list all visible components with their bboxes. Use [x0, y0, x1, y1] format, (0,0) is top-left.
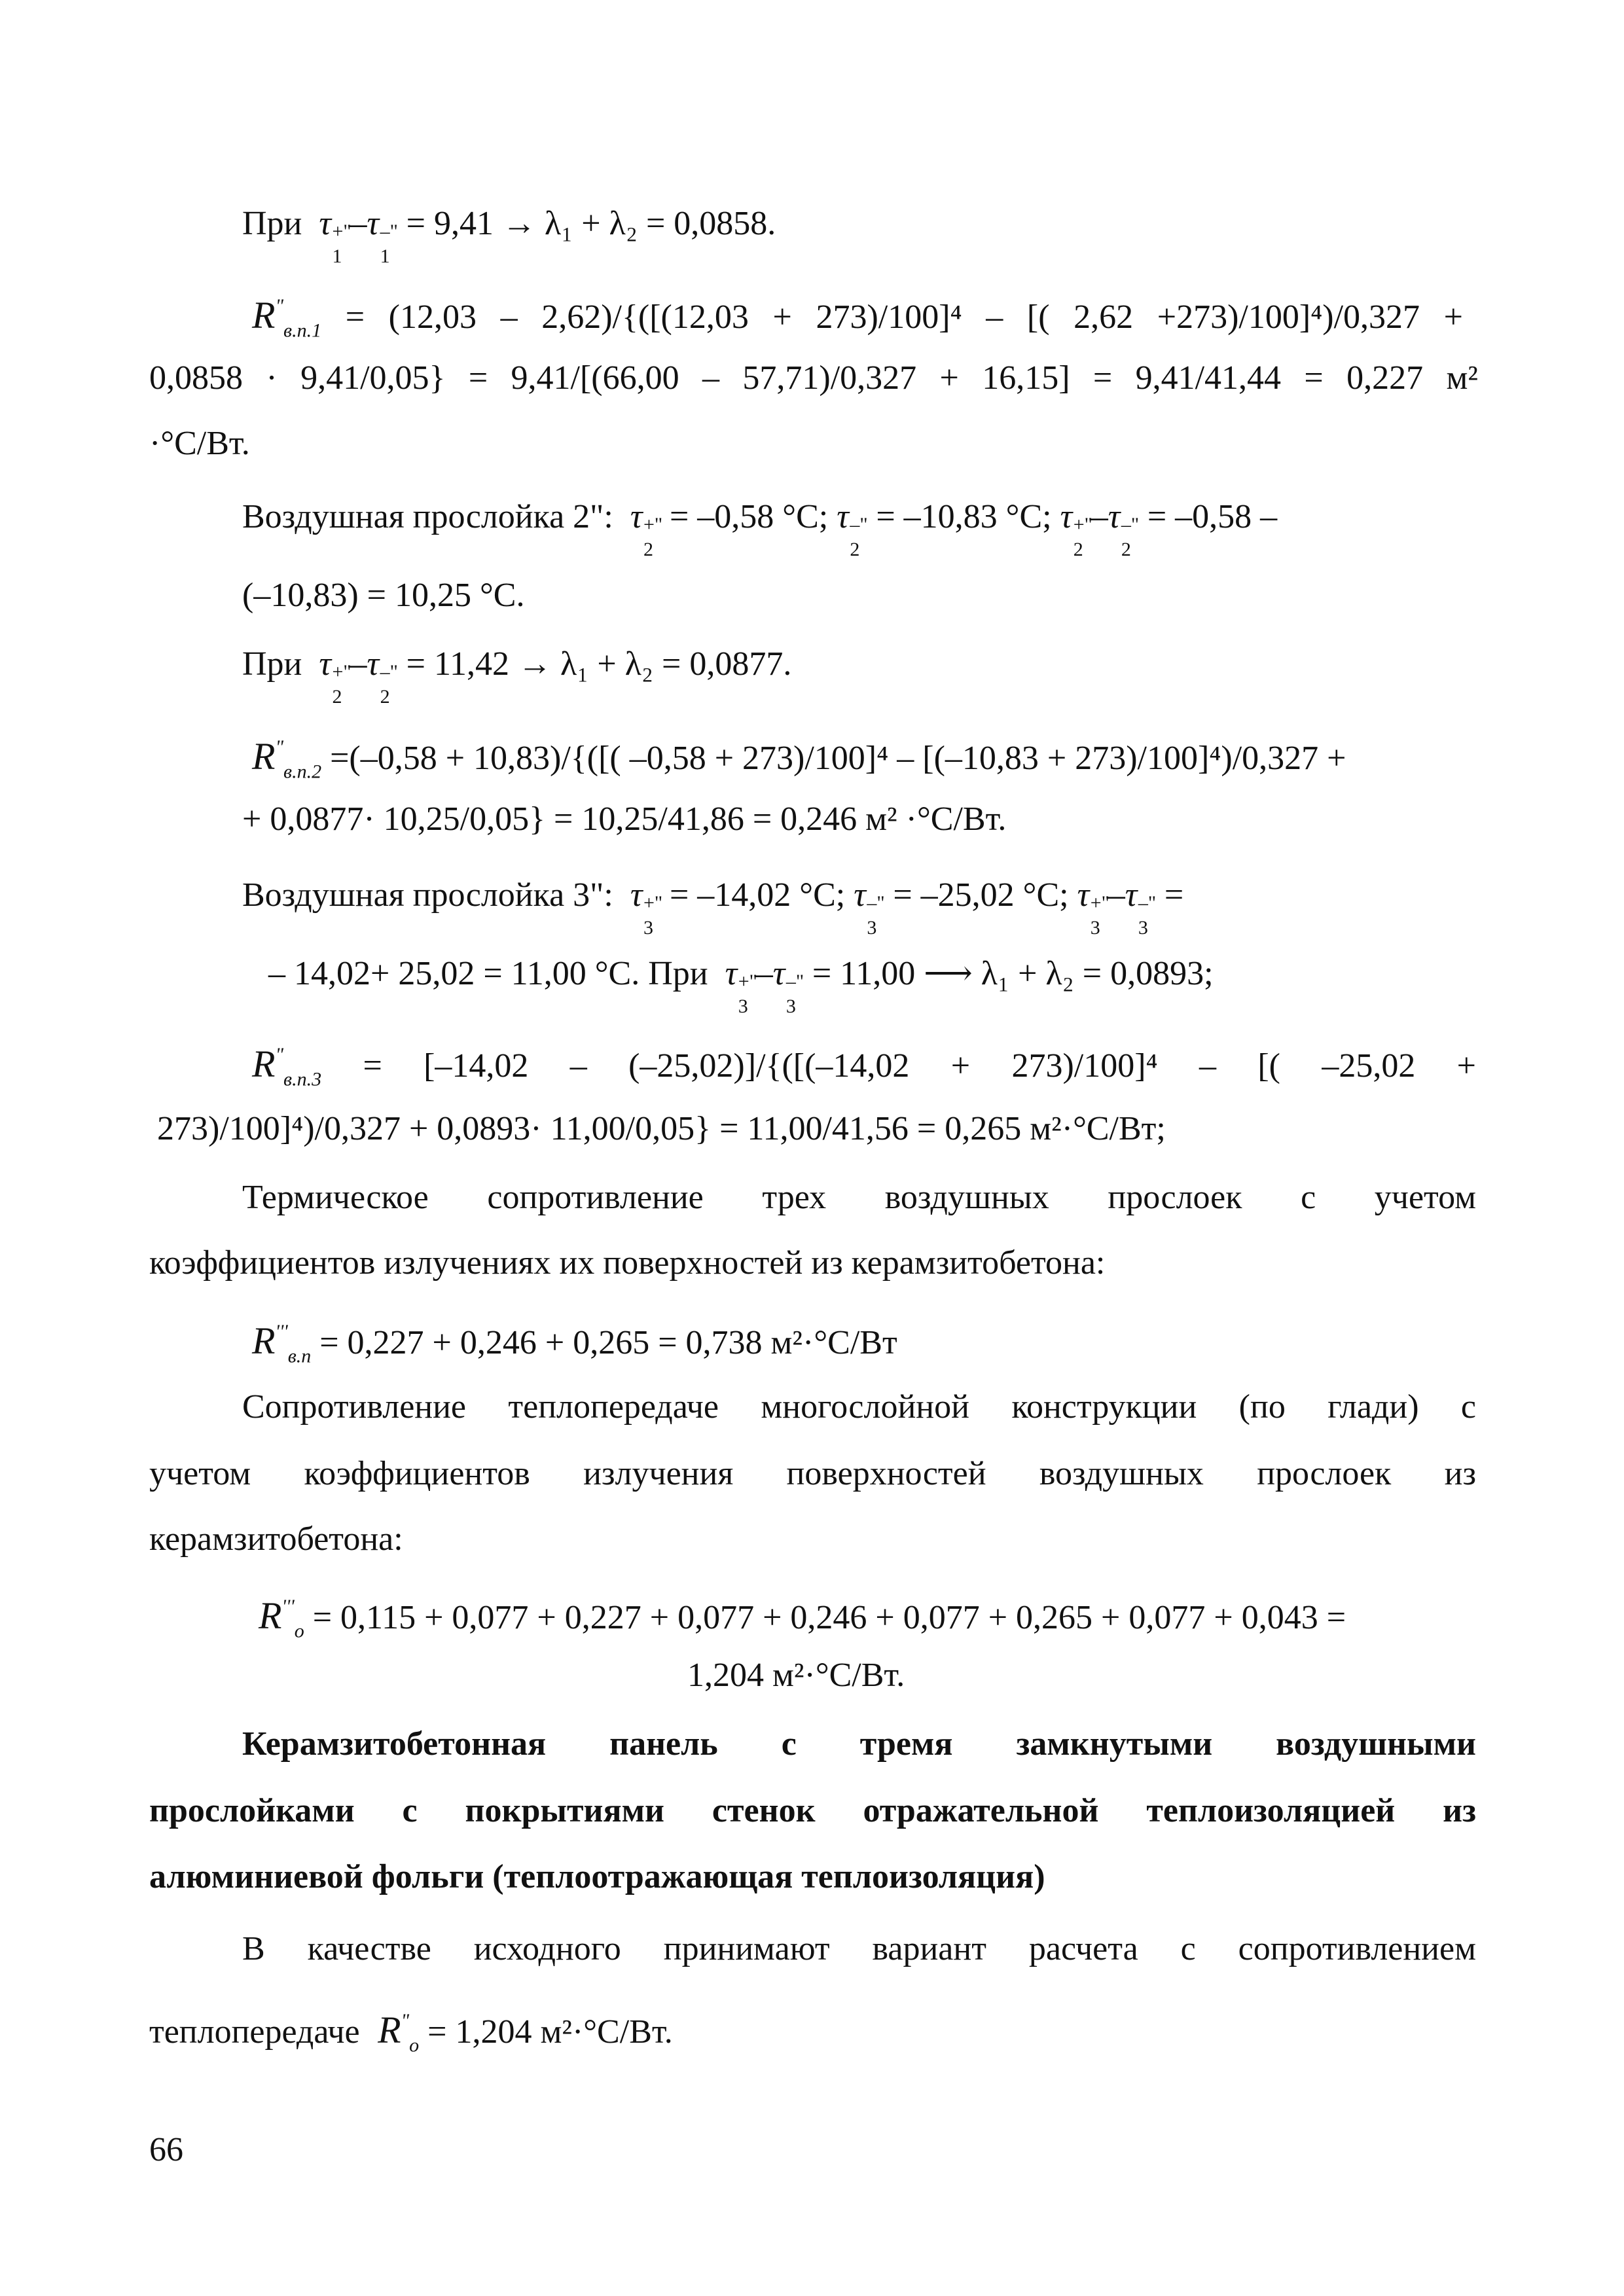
resistance-symbol: $R^"_{в.п.2}$	[252, 735, 322, 783]
tau-symbol: τ +" 3	[716, 955, 757, 1017]
text: = –0,58 –	[1147, 498, 1278, 535]
resistance-symbol: $R'''_{в.п}$	[252, 1319, 312, 1367]
line-4	[149, 424, 250, 463]
line-16	[252, 1312, 897, 1376]
line-2	[252, 287, 1463, 351]
text: = 9,41 → λ₁ + λ₂ = 0,0858.	[406, 205, 776, 242]
line-10: Воздушная прослойка 3": τ +" 3 = –14,02 °С; τ –" 3 = –25,02 °С; τ +" 3 –τ –" 3 =	[242, 876, 1184, 939]
paragraph-text: учетом коэффициентов излучения поверхностей воздушных прослоек из	[149, 1455, 1476, 1492]
paragraph-text: керамзитобетона:	[149, 1520, 403, 1558]
formula-text: = (12,03 – 2,62)/{([(12,03 + 273)/100]⁴ – [( 2,62 +273)/100]⁴)/0,327 +	[345, 298, 1464, 336]
heading-text: алюминиевой фольги (теплоотражающая теплоизоляция)	[149, 1858, 1045, 1895]
line-5: Воздушная прослойка 2": τ +" 2 = –0,58 °С; τ –" 2 = –10,83 °С; τ +" 2 –τ –" 2 = –0,58 –	[242, 498, 1278, 560]
line-22	[242, 1929, 1476, 1969]
text: = –10,83 °С;	[876, 498, 1052, 535]
text: Воздушная прослойка 3":	[242, 876, 613, 914]
line-13	[157, 1109, 1166, 1149]
page-number-text: 66	[149, 2131, 183, 2168]
text: теплопередаче	[149, 2013, 360, 2051]
formula-text: 0,0858 · 9,41/0,05} = 9,41/[(66,00 – 57,71)/0,327 + 16,15] = 9,41/41,44 = 0,227 м²	[149, 359, 1478, 397]
text: = 11,00 ⟶ λ₁ + λ₂ = 0,0893;	[812, 955, 1214, 992]
line-19	[149, 1520, 403, 1559]
line-1: При τ +" 1 –τ –" 1 = 9,41 → λ₁ + λ₂ = 0,0858.	[242, 205, 776, 267]
tau-symbol: τ –" 3	[854, 876, 885, 939]
text: = –14,02 °С;	[669, 876, 846, 914]
resistance-symbol: $R^"_о$	[368, 2009, 420, 2056]
paragraph-text: Термическое сопротивление трех воздушных прослоек с учетом	[242, 1179, 1476, 1216]
tau-symbol: τ –" 2	[837, 498, 868, 560]
line-18	[149, 1454, 1476, 1494]
formula-text: = 0,115 + 0,077 + 0,227 + 0,077 + 0,246 + 0,077 + 0,265 + 0,077 + 0,043 =	[312, 1599, 1346, 1636]
line-7: При τ +" 2 –τ –" 2 = 11,42 → λ₁ + λ₂ = 0,0877.	[242, 645, 792, 708]
section-heading-line-1	[242, 1725, 1476, 1764]
text: = –25,02 °С;	[893, 876, 1069, 914]
line-17	[242, 1388, 1476, 1427]
formula-text: + 0,0877· 10,25/0,05} = 10,25/41,86 = 0,246 м² ·°С/Вт.	[242, 800, 1007, 838]
line-8	[252, 728, 1346, 792]
tau-symbol: τ –" 1	[367, 205, 398, 267]
line-3	[149, 359, 1478, 398]
formula-text: =(–0,58 + 10,83)/{([( –0,58 + 273)/100]⁴ – [(–10,83 + 273)/100]⁴)/0,327 +	[330, 740, 1346, 777]
paragraph-text: В качестве исходного принимают вариант расчета с сопротивлением	[242, 1930, 1476, 1967]
line-6	[242, 576, 524, 615]
line-15	[149, 1244, 1105, 1283]
line-12	[252, 1035, 1476, 1100]
section-heading-line-3	[149, 1857, 1045, 1897]
formula-text: 273)/100]⁴)/0,327 + 0,0893· 11,00/0,05} = 11,00/41,56 = 0,265 м²·°С/Вт;	[157, 1110, 1166, 1147]
tau-symbol: τ –" 2	[1108, 498, 1140, 560]
heading-text: прослойками с покрытиями стенок отражательной теплоизоляцией из	[149, 1792, 1476, 1829]
line-20	[259, 1587, 1346, 1651]
text: При	[242, 205, 302, 242]
text: = –0,58 °С;	[669, 498, 829, 535]
line-14	[242, 1178, 1476, 1217]
text: При	[242, 645, 302, 683]
line-11: – 14,02+ 25,02 = 11,00 °С. При τ +" 3 –τ –" 3 = 11,00 ⟶ λ₁ + λ₂ = 0,0893;	[268, 955, 1214, 1017]
units-text: ·°С/Вт.	[149, 425, 250, 462]
paragraph-text: коэффициентов излучениях их поверхностей из керамзитобетона:	[149, 1244, 1106, 1282]
line-21	[687, 1656, 905, 1695]
formula-text: = 1,204 м²·°С/Вт.	[427, 2013, 673, 2051]
heading-text: Керамзитобетонная панель с тремя замкнутыми воздушными	[242, 1725, 1476, 1763]
resistance-symbol: $R'''_о$	[259, 1594, 304, 1642]
text: = 11,42 → λ₁ + λ₂ = 0,0877.	[406, 645, 792, 683]
formula-text: = [–14,02 – (–25,02)]/{([(–14,02 + 273)/100]⁴ – [( –25,02 +	[363, 1047, 1477, 1085]
tau-symbol: τ –" 3	[1125, 876, 1157, 939]
text: (–10,83) = 10,25 °С.	[242, 577, 525, 614]
paragraph-text: Сопротивление теплопередаче многослойной конструкции (по глади) с	[242, 1388, 1476, 1426]
page-number	[149, 2130, 183, 2170]
resistance-symbol: $R^"_{в.п.1}$	[252, 294, 322, 342]
tau-symbol: τ +" 2	[621, 498, 663, 560]
tau-symbol: τ –" 3	[772, 955, 804, 1017]
resistance-symbol: $R^"_{в.п.3}$	[252, 1043, 322, 1090]
tau-symbol: τ –" 2	[367, 645, 398, 708]
line-9	[242, 800, 1006, 839]
tau-symbol: τ +" 2	[1060, 498, 1092, 560]
tau-symbol: τ +" 2	[310, 645, 352, 708]
formula-text: 1,204 м²·°С/Вт.	[687, 1657, 905, 1694]
text: =	[1164, 876, 1184, 914]
line-23	[149, 2001, 673, 2066]
tau-symbol: τ +" 3	[1077, 876, 1110, 939]
formula-text: = 0,227 + 0,246 + 0,265 = 0,738 м²·°С/Вт	[319, 1324, 897, 1361]
text: Воздушная прослойка 2":	[242, 498, 613, 535]
tau-symbol: τ +" 3	[621, 876, 663, 939]
text: – 14,02+ 25,02 = 11,00 °С. При	[268, 955, 708, 992]
tau-symbol: τ +" 1	[310, 205, 352, 267]
section-heading-line-2	[149, 1791, 1476, 1831]
